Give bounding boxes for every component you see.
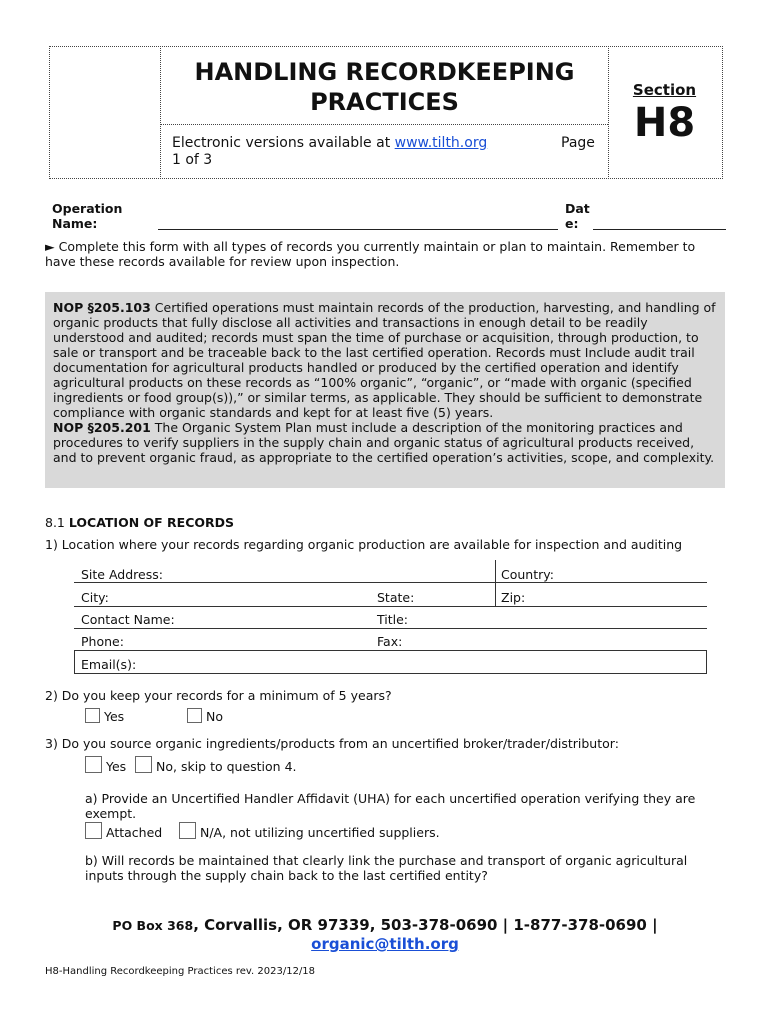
- question-3a: a) Provide an Uncertified Handler Affidavit (UHA) for each uncertified operation verifying they are exempt.: [85, 791, 696, 821]
- contact-name-label: Contact Name:: [81, 612, 175, 627]
- phone-label: Phone:: [81, 634, 124, 649]
- date-label-line2: e:: [565, 216, 579, 231]
- electronic-versions-note: [172, 135, 602, 169]
- header-divider: [161, 124, 608, 125]
- nop-info-text: [53, 300, 718, 465]
- row-divider: [74, 606, 707, 607]
- q3a-na-label: N/A, not utilizing uncertified suppliers.: [200, 825, 440, 840]
- q3a-attached-checkbox[interactable]: [85, 822, 102, 839]
- q3a-na-checkbox[interactable]: [179, 822, 196, 839]
- q3a-attached-label: Attached: [106, 825, 163, 840]
- zip-label: Zip:: [501, 590, 526, 605]
- question-3: 3) Do you source organic ingredients/products from an uncertified broker/trader/distributor:: [45, 736, 619, 751]
- state-label: State:: [377, 590, 415, 605]
- site-address-label: Site Address:: [81, 567, 163, 582]
- q2-no-option[interactable]: [187, 708, 223, 724]
- po-box: PO Box 368: [112, 918, 194, 933]
- operation-name-label: [52, 201, 122, 231]
- section-label: Section: [632, 81, 697, 99]
- date-field[interactable]: [593, 229, 726, 230]
- question-1: 1) Location where your records regarding organic production are available for inspection and auditing: [45, 537, 683, 552]
- instruction-text: ► Complete this form with all types of records you currently maintain or plan to maintain. Remember to have these records available for review upon inspection.: [45, 239, 696, 269]
- row-divider: [74, 628, 707, 629]
- operation-name-label-line2: Name:: [52, 216, 98, 231]
- email-link[interactable]: organic@tilth.org: [311, 935, 459, 953]
- q3a-attached-option[interactable]: [85, 822, 162, 840]
- date-label: [565, 201, 590, 231]
- title-label: Title:: [377, 612, 408, 627]
- nop-205-201-ref: NOP §205.201: [53, 420, 151, 435]
- q2-yes-option[interactable]: [85, 708, 124, 724]
- question-3b: b) Will records be maintained that clearly link the purchase and transport of organic agricultural inputs through the supply chain back to the last certified entity?: [85, 853, 688, 883]
- q2-no-checkbox[interactable]: [187, 708, 202, 723]
- q2-yes-label: Yes: [104, 709, 125, 724]
- fax-label: Fax:: [377, 634, 403, 649]
- tilth-link[interactable]: www.tilth.org: [394, 135, 488, 151]
- footer-address: [0, 916, 770, 953]
- page-count: 1 of 3: [172, 152, 213, 168]
- operation-name-field[interactable]: [158, 229, 558, 230]
- logo-cell: [49, 46, 161, 177]
- q3-no-option[interactable]: [135, 756, 297, 774]
- emails-field[interactable]: [74, 650, 707, 674]
- revision-note: H8-Handling Recordkeeping Practices rev. 2023/12/18: [45, 966, 316, 977]
- section-code: H8: [633, 100, 696, 146]
- q3-no-checkbox[interactable]: [135, 756, 152, 773]
- country-divider: [495, 560, 496, 606]
- q2-yes-checkbox[interactable]: [85, 708, 100, 723]
- city-label: City:: [81, 590, 109, 605]
- emails-label: Email(s):: [81, 657, 137, 672]
- operation-name-label-line1: Operation: [52, 201, 123, 216]
- row-divider: [74, 582, 707, 583]
- nop-205-103-text: Certified operations must maintain records of the production, harvesting, and handling of organic products that fully disclose all activities and transactions in enough detail to be readily understood and audited; records must span the time of purchase or acquisition, through production, to sale or transport and be traceable back to the last certified operation. Records must Include audit trail documentation for agricultural products handled or produced by the certified operation and identify agricultural products on these records as “100% organic”, “organic”, or “made with organic (specified ingredients or food group(s)),” or similar terms, as applicable. They should be sufficient to demonstrate compliance with organic standards and kept for at least five (5) years.: [53, 300, 716, 420]
- q3-yes-checkbox[interactable]: [85, 756, 102, 773]
- page-title-line2: PRACTICES: [310, 88, 459, 116]
- date-label-line1: Dat: [565, 201, 590, 216]
- question-2: 2) Do you keep your records for a minimum of 5 years?: [45, 688, 392, 703]
- section-title: LOCATION OF RECORDS: [68, 515, 234, 530]
- q2-no-label: No: [206, 709, 223, 724]
- q3a-na-option[interactable]: [179, 822, 440, 840]
- address-text: , Corvallis, OR 97339, 503-378-0690 | 1-877-378-0690 |: [193, 916, 658, 934]
- page-title-line1: HANDLING RECORDKEEPING: [194, 58, 575, 86]
- country-label: Country:: [501, 567, 554, 582]
- q3-yes-option[interactable]: [85, 756, 126, 774]
- section-number: 8.1: [45, 515, 65, 530]
- q3-yes-label: Yes: [106, 759, 127, 774]
- nop-205-103-paragraph: [53, 300, 718, 420]
- page-title: [161, 57, 608, 117]
- nop-205-103-ref: NOP §205.103: [53, 300, 151, 315]
- nop-205-201-paragraph: [53, 420, 718, 465]
- section-8-1-heading: [45, 515, 234, 530]
- page-label: Page: [561, 135, 595, 151]
- q3-no-label: No, skip to question 4.: [156, 759, 297, 774]
- nop-205-201-text: The Organic System Plan must include a description of the monitoring practices and procedures to verify suppliers in the supply chain and organic status of agricultural products received, and to prevent organic fraud, as appropriate to the certified operation’s activities, scope, and complexity.: [53, 420, 715, 465]
- footer-address-line: [0, 916, 770, 935]
- electronic-prefix: Electronic versions available at: [172, 135, 391, 151]
